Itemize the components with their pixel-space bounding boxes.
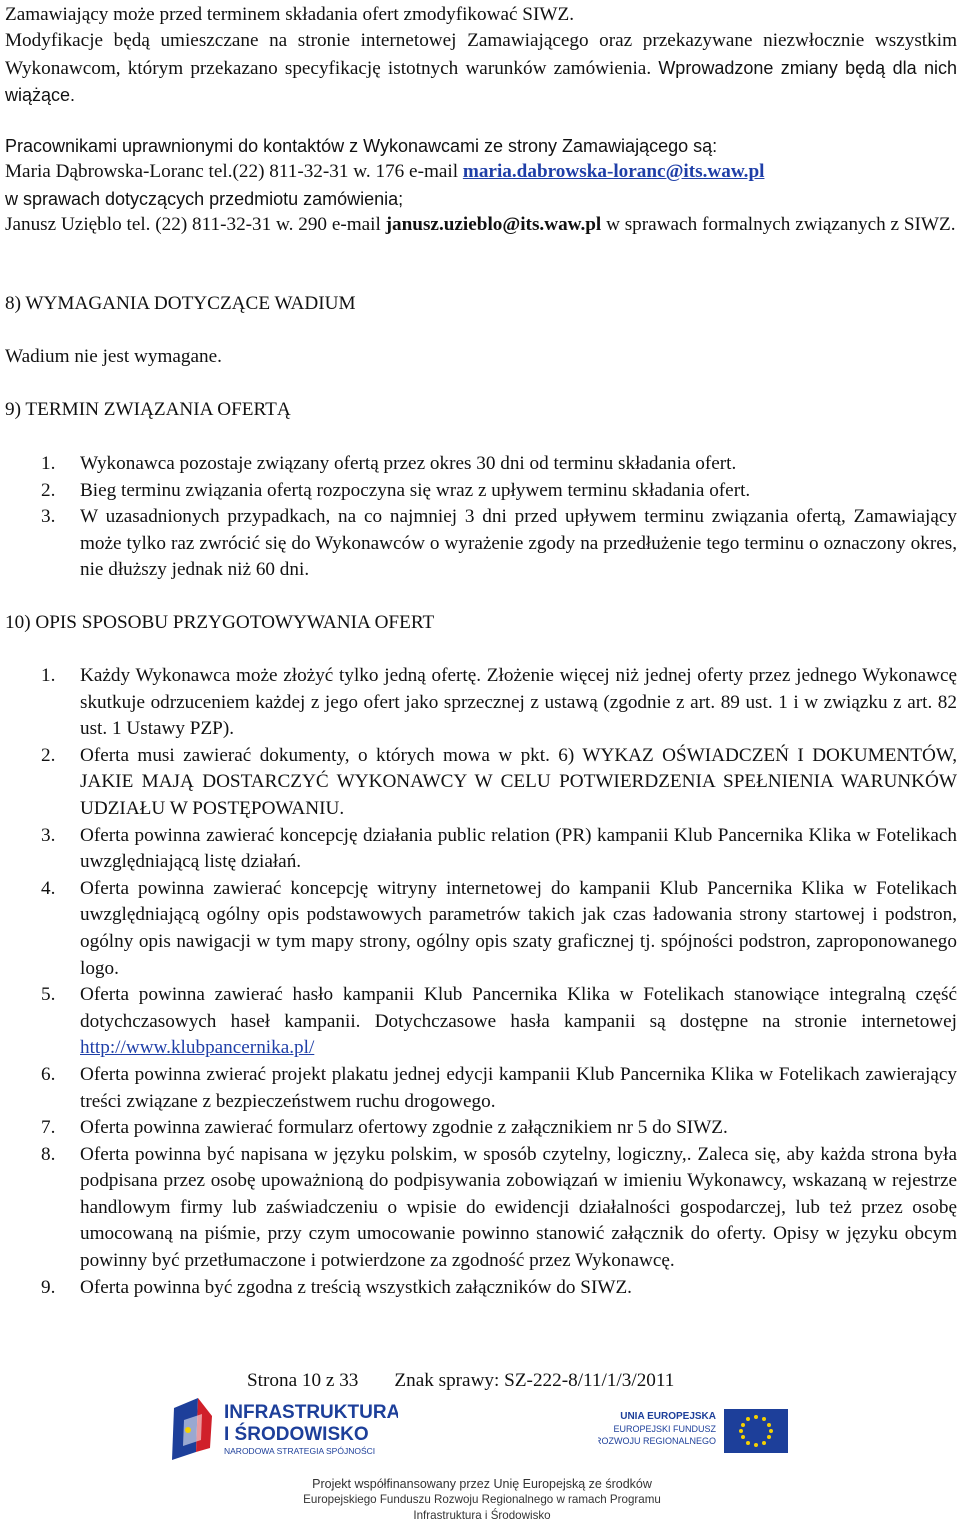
list-item-number: 1. — [41, 453, 56, 474]
list-item — [5, 663, 957, 743]
contact-person-2 — [5, 212, 957, 239]
contact-person-2-email: janusz.uzieblo@its.waw.pl — [385, 214, 602, 235]
list-item-text: Oferta powinna zwierać projekt plakatu jednej edycji kampanii Klub Pancernika Klika w Fotelikach zawierający treści związane z bezpieczeństwem ruchu drogowego. — [80, 1063, 957, 1112]
case-number: Znak sprawy: SZ-222-8/11/1/3/2011 — [394, 1370, 675, 1391]
list-item-text: Oferta powinna być napisana w języku polskim, w sposób czytelny, logiczny,. Zaleca się, aby każda strona była podpisana przez osobę upoważnioną do podpisywania zobowiązań w imieniu Wykonawcy, wskazaną w rejestrze handlowym firmy lub zaświadczeniu o wpisie do ewidencji działalności gospodarczej, lub też przez osobę umocowaną na piśmie, przy czym umocowanie powinno stanowić załącznik do oferty. Opisy w języku obcym powinny być przetłumaczone i potwierdzone za zgodność przez Wykonawcę. — [80, 1143, 957, 1272]
list-item-number: 2. — [41, 479, 56, 501]
contact-person-1-scope — [5, 186, 957, 214]
banner-line-2: Europejskiego Funduszu Rozwoju Regionalnego w ramach Programu Infrastruktura i Środowisko — [303, 1493, 661, 1522]
eu-flag-icon — [598, 1405, 798, 1455]
banner-line-1: Projekt współfinansowany przez Unię Europejską ze środków — [312, 1477, 652, 1491]
section-9-heading: 9) TERMIN ZWIĄZANIA OFERTĄ — [5, 399, 291, 420]
contact-person-2-scope: w sprawach formalnych związanych z SIWZ. — [601, 214, 956, 235]
section-10-list — [5, 663, 957, 1301]
list-item — [5, 1062, 957, 1115]
list-item-number: 2. — [41, 744, 56, 766]
binding-text: Wprowadzone zmiany będą dla nich wiążące. — [5, 57, 958, 106]
list-item-number: 5. — [41, 984, 56, 1006]
section-8-heading: 8) WYMAGANIA DOTYCZĄCE WADIUM — [5, 293, 356, 314]
list-item — [5, 982, 957, 1062]
list-item — [5, 1142, 957, 1275]
list-item-number: 6. — [41, 1063, 56, 1085]
modification-text: Modyfikacje będą umieszczane na stronie internetowej Zamawiającego oraz przekazywane niezwłocznie wszystkim Wykonawcom, którym przekazano specyfikację istotnych warunków zamówienia. — [5, 30, 957, 79]
logo-right-line3: ROZWOJU REGIONALNEGO — [598, 1436, 716, 1446]
section-10-heading: 10) OPIS SPOSOBU PRZYGOTOWYWANIA OFERT — [5, 612, 435, 633]
intro-line: Zamawiający może przed terminem składania ofert zmodyfikować SIWZ. — [5, 4, 574, 25]
list-item-number: 7. — [41, 1117, 56, 1139]
list-item-text: Oferta musi zawierać dokumenty, o których mowa w pkt. 6) WYKAZ OŚWIADCZEŃ I DOKUMENTÓW, JAKIE MAJĄ DOSTARCZYĆ WYKONAWCY W CELU POTWIERDZENIA SPEŁNIENIA WARUNKÓW UDZIAŁU W POSTĘPOWANIU. — [80, 744, 957, 819]
contact-person-1-scope-text: w sprawach dotyczących przedmiotu zamówienia; — [5, 189, 404, 209]
list-item-text: Każdy Wykonawca może złożyć tylko jedną ofertę. Złożenie więcej niż jednej oferty przez jednego Wykonawcę skutkuje odrzuceniem każdej z jego ofert jako sprzecznej z ustawą (zgodnie z art. 89 ust. 1 i w związku z art. 82 ust. 1 Ustawy PZP). — [80, 665, 957, 740]
list-item — [5, 504, 957, 584]
logo-right-line2: EUROPEJSKI FUNDUSZ — [613, 1424, 716, 1434]
cofinancing-banner — [296, 1476, 668, 1522]
list-item-text: Oferta powinna zawierać formularz ofertowy zgodnie z załącznikiem nr 5 do SIWZ. — [80, 1117, 728, 1139]
logo-right-line1: UNIA EUROPEJSKA — [620, 1411, 716, 1422]
contact-person-2-text: Janusz Uzięblo tel. (22) 811-32-31 w. 290 e-mail — [5, 214, 386, 235]
list-item-number: 4. — [41, 877, 56, 899]
list-item — [5, 478, 957, 505]
contact-person-1-email[interactable]: maria.dabrowska-loranc@its.waw.pl — [462, 161, 765, 182]
logo-left-line1: INFRASTRUKTURA — [224, 1402, 398, 1423]
list-item-number: 9. — [41, 1276, 56, 1298]
list-item — [5, 1275, 957, 1302]
list-item-number: 3. — [41, 506, 56, 528]
list-item-number: 1. — [41, 665, 56, 686]
section-8-text: Wadium nie jest wymagane. — [5, 346, 222, 367]
infrastruktura-logo — [168, 1390, 398, 1466]
list-item-text: Bieg terminu związania ofertą rozpoczyna się wraz z upływem terminu składania ofert. — [80, 479, 751, 501]
logo-left-line2: I ŚRODOWISKO — [224, 1424, 369, 1445]
list-item — [5, 451, 957, 478]
list-item-text: Oferta powinna zawierać koncepcję działania public relation (PR) kampanii Klub Pancernika Klika w Fotelikach uwzględniającą listę działań. — [80, 824, 957, 873]
infrastruktura-logo-icon — [168, 1390, 398, 1466]
klubpancernika-link[interactable]: http://www.klubpancernika.pl/ — [80, 1037, 315, 1059]
page-number: Strona 10 z 33 — [247, 1370, 359, 1391]
list-item — [5, 876, 957, 982]
contact-person-1-text: Maria Dąbrowska-Loranc tel.(22) 811-32-31 w. 176 e-mail — [5, 161, 463, 182]
list-item — [5, 743, 957, 823]
contacts-intro-text: Pracownikami uprawnionymi do kontaktów z Wykonawcami ze strony Zamawiającego są: — [5, 136, 718, 156]
list-item-text: Oferta powinna zawierać hasło kampanii Klub Pancernika Klika w Fotelikach stanowiące integralną część dotychczasowych haseł kampanii. Dotychczasowe hasła kampanii są dostępne na stronie internetowej — [80, 984, 957, 1032]
list-item — [5, 1115, 957, 1142]
list-item-text: Oferta powinna być zgodna z treścią wszystkich załączników do SIWZ. — [80, 1276, 632, 1298]
list-item-text: W uzasadnionych przypadkach, na co najmniej 3 dni przed upływem terminu związania ofertą, Zamawiający może tylko raz zwrócić się do Wykonawców o wyrażenie zgody na przedłużenie tego terminu o oznaczony okres, nie dłuższy jednak niż 60 dni. — [80, 506, 957, 581]
list-item-text: Oferta powinna zawierać koncepcję witryny internetowej do kampanii Klub Pancernika Klika w Fotelikach uwzględniającą ogólny opis podstawowych parametrów takich jak czas ładowania strony startowej i podstron, ogólny opis nawigacji w tym mapy strony, ogólny opis szaty graficznej tj. spójności podstron, zaproponowanego logo. — [80, 877, 957, 979]
contact-person-1 — [5, 159, 957, 186]
list-item — [5, 823, 957, 876]
list-item-number: 8. — [41, 1143, 56, 1165]
section-9-list — [5, 451, 957, 584]
logo-left-sub: NARODOWA STRATEGIA SPÓJNOŚCI — [224, 1446, 376, 1456]
modification-paragraph — [5, 28, 957, 110]
list-item-text: Wykonawca pozostaje związany ofertą przez okres 30 dni od terminu składania ofert. — [80, 453, 737, 474]
contacts-intro — [5, 133, 957, 161]
list-item-number: 3. — [41, 824, 56, 846]
eu-logo — [598, 1405, 798, 1455]
